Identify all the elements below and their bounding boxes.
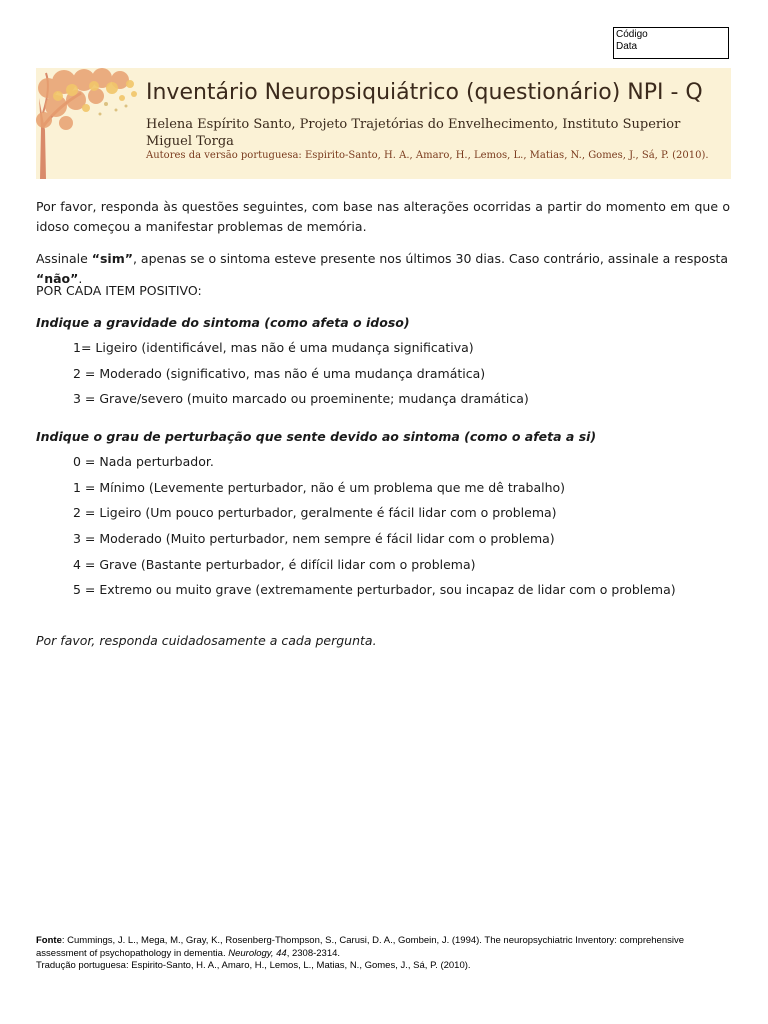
journal-name: Neurology, 44 [228, 947, 287, 959]
closing-note: Por favor, responda cuidadosamente a cada pergunta. [36, 633, 377, 648]
page-title: Inventário Neuropsiquiátrico (questionário) NPI - Q [146, 80, 703, 105]
code-label: Código [616, 29, 648, 40]
instruction-text: , apenas se o sintoma esteve presente nos últimos 30 dias. Caso contrário, assinale a resposta [132, 251, 729, 266]
autumn-tree-logo [36, 68, 144, 179]
distress-heading: Indique o grau de perturbação que sente devido ao sintoma (como o afeta a si) [36, 429, 597, 444]
list-item: 4 = Grave (Bastante perturbador, é difícil lidar com o problema) [73, 556, 476, 572]
translation-citation: Tradução portuguesa: Espirito-Santo, H. A., Amaro, H., Lemos, L., Matias, N., Gomes, J., Sá, P. (2010). [36, 960, 471, 971]
list-item: 1 = Mínimo (Levemente perturbador, não é um problema que me dê trabalho) [73, 479, 566, 495]
citation-text: : Cummings, J. L., Mega, M., Gray, K., Rosenberg-Thompson, S., Carusi, D. A., Gombein, J. (1994). The neuropsychiatric Inventory: comprehensive assessment of psychopathology in dementia. [36, 935, 685, 959]
severity-heading: Indique a gravidade do sintoma (como afeta o idoso) [36, 315, 410, 330]
list-item: 0 = Nada perturbador. [73, 454, 214, 469]
list-item: 3 = Grave/severo (muito marcado ou proeminente; mudança dramática) [73, 391, 529, 407]
footer-source [36, 935, 736, 973]
list-item: 2 = Ligeiro (Um pouco perturbador, geralmente é fácil lidar com o problema) [73, 505, 557, 521]
portuguese-authors-line: Autores da versão portuguesa: Espirito-Santo, H. A., Amaro, H., Lemos, L., Matias, N., Gomes, J., Sá, P. (2010). [146, 150, 709, 161]
code-date-box [613, 27, 729, 59]
instruction-text: Assinale [36, 251, 92, 266]
source-citation [36, 935, 736, 960]
citation-text: , 2308-2314. [286, 947, 341, 959]
instruction-paragraph: Por favor, responda às questões seguintes, com base nas alterações ocorridas a partir do momento em que o idoso começou a manifestar problemas de memória. [36, 199, 730, 234]
date-label: Data [616, 41, 638, 52]
list-item: 3 = Moderado (Muito perturbador, nem sempre é fácil lidar com o problema) [73, 531, 555, 547]
list-item: 2 = Moderado (significativo, mas não é uma mudança dramática) [73, 365, 486, 381]
distress-list [73, 452, 676, 606]
header-banner [36, 68, 731, 179]
positive-item-label: POR CADA ITEM POSITIVO: [36, 283, 202, 298]
severity-list [73, 338, 529, 415]
nao-label: “não” [36, 271, 79, 286]
sim-label: “sim” [91, 251, 133, 266]
list-item: 1= Ligeiro (identificável, mas não é uma mudança significativa) [73, 340, 474, 355]
source-label: Fonte [36, 935, 62, 946]
authors-line: Helena Espírito Santo, Projeto Trajetórias do Envelhecimento, Instituto Superior Miguel Torga [146, 117, 681, 149]
list-item: 5 = Extremo ou muito grave (extremamente perturbador, sou incapaz de lidar com o problema) [73, 582, 676, 598]
instruction-text: . [78, 271, 83, 286]
